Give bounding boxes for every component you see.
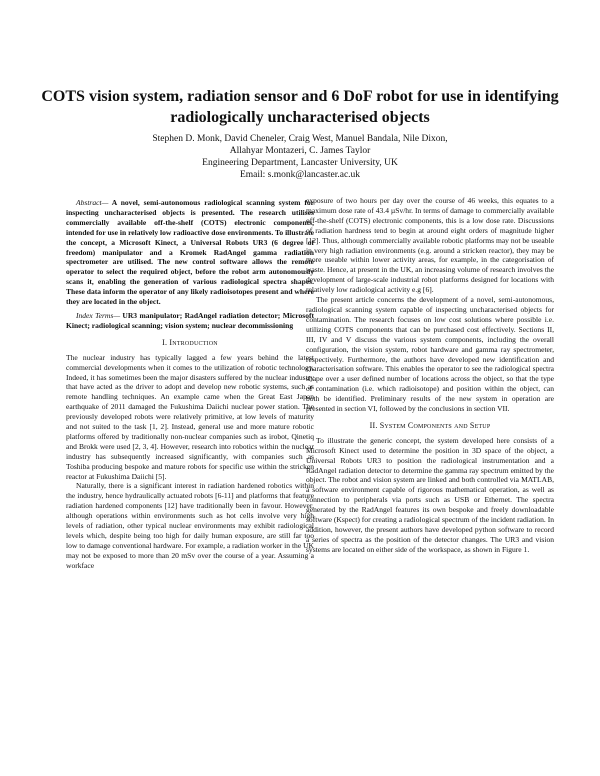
- index-terms: [66, 311, 314, 331]
- index-terms-label: Index Terms—: [76, 310, 121, 320]
- intro-paragraph-4: The present article concerns the development of a novel, semi-autonomous, radiological scanning system capable of inspecting uncharacterised objects for contamination. The research focuses on low cost solutions where possible i.e. utilizing COTS components that can be purchased cost effectively. Sections II, III, IV and V discuss the various system components, including the overall configuration, the vision system, robot hardware and gamma ray spectrometer, respectively. Furthermore, the authors have developed new identification and characterisation software. This enables the operator to see the radiological spectra shape over a user defined number of locations across the object, so that the type of contamination (i.e. which radioisotope) and position within the object, can both be identified. Preliminary results of the new system in operation are presented in section VI, followed by the conclusions in section VII.: [306, 295, 554, 414]
- author-block: [60, 133, 540, 181]
- abstract: [66, 198, 314, 307]
- section-heading-system-components: II. System Components and Setup: [369, 420, 491, 430]
- system-paragraph-1: To illustrate the generic concept, the system developed here consists of a Microsoft Kinect used to determine the position in 3D space of the object, a Universal Robots UR3 to position the radiological instrumentation and a RadAngel radiation detector to determine the gamma ray spectrum emitted by the object. The robot and vision system are linked and both controlled via MATLAB, a software environment capable of rigorous mathematical operation, as well as connection to peripherals via ports such as USB or Ethernet. The spectra generated by the RadAngel features its own bespoke and freely downloadable software (Kspect) for creating a radiological spectrum of the incident radiation. In addition, however, the present authors have developed python software to record a series of spectra as the position of the detector changes. The UR3 and vision systems are located on either side of the workspace, as shown in Figure 1.: [306, 435, 554, 554]
- paper-title: COTS vision system, radiation sensor and 6 DoF robot for use in identifying radiologically uncharacterised objects: [41, 88, 559, 126]
- intro-paragraph-3: exposure of two hours per day over the course of 46 weeks, this equates to a maximum dose rate of 43.4 µSv/hr. In terms of damage to commercially available off-the-shelf (COTS) electronic components, this is a low dose rate. Discussions of radiation hardness tend to begin at around eight orders of magnitude higher [12]. Thus, although commercially available robotic platforms may not be useable in very high radiation environments (e.g. around a stricken reactor), they may be more useable within lower activity areas, for example, in the categorisation of waste. Hence, at present in the UK, an increasing volume of research involves the development of large-scale industrial robot platforms designed for locations with relatively low radiological activity e.g [6].: [306, 196, 554, 295]
- abstract-label: Abstract—: [76, 198, 109, 207]
- intro-paragraph-2: Naturally, there is a significant interest in radiation hardened robotics within the industry, hence hydraulically actuated robots [6-11] and platforms that feature radiation hardened components [12] have traditionally been in favour. However, although operations within environments such as hot cells involve very high levels of radiation, other typical nuclear environments may exhibit radiological levels which, despite being too high for daily human exposure, are still far too low to damage conventional hardware. For example, a radiation worker in the UK may not be exposed to more than 20 mSv over the course of a year. Assuming a workface: [66, 481, 314, 570]
- email: Email: s.monk@lancaster.ac.uk: [239, 170, 361, 180]
- left-column: [66, 198, 314, 571]
- author-names-line-1: Stephen D. Monk, David Cheneler, Craig West, Manuel Bandala, Nile Dixon,: [152, 134, 448, 144]
- author-names-line-2: Allahyar Montazeri, C. James Taylor: [229, 146, 371, 156]
- intro-paragraph-1: The nuclear industry has typically lagged a few years behind the latest commercial developments when it comes to the utilization of robotic technology. Indeed, it has sometimes been the major disasters suffered by the nuclear industry that have acted as the driver to adopt and develop new robotic systems, such as remote handling techniques. An example came when the Great East Japan earthquake of 2011 damaged the Fukushima Daiichi nuclear power station. The previously developed robots were relatively primitive, at low levels of maturity and not suited to the task [1, 2]. Instead, general use and more mature robotic platforms offered by traditionally non-nuclear companies such as irobot, Qinetiq and Brokk were used [2, 3, 4]. However, research into robotics within the nuclear industry has subsequently increased significantly, with companies such as Toshiba producing bespoke and mature robots for specific use within the stricken reactor at Fukushima Daiichi [5].: [66, 352, 314, 481]
- right-column: [306, 196, 554, 555]
- section-heading-introduction: I. Introduction: [162, 337, 218, 347]
- index-terms-text: UR3 manipulator; RadAngel radiation detector; Microsoft Kinect; radiological scanning; vision system; nuclear decommissioning: [66, 310, 314, 330]
- affiliation: Engineering Department, Lancaster University, UK: [202, 158, 398, 168]
- abstract-text: A novel, semi-autonomous radiological scanning system for inspecting uncharacterised objects is presented. The research utilises commercially available off-the-shelf (COTS) electronic components, intended for use in relatively low radioactive dose environments. To illustrate the concept, a Microsoft Kinect, a Universal Robots UR3 (6 degree of freedom) manipulator and a Kromek RadAngel gamma radiation spectrometer are utilised. The new control software allows the remote operator to select the required object, before the robot arm autonomously scans it, enabling the generation of various radiological spectra shapes. These data inform the operator of any likely radioisotopes present and where they are located in the object.: [66, 198, 314, 307]
